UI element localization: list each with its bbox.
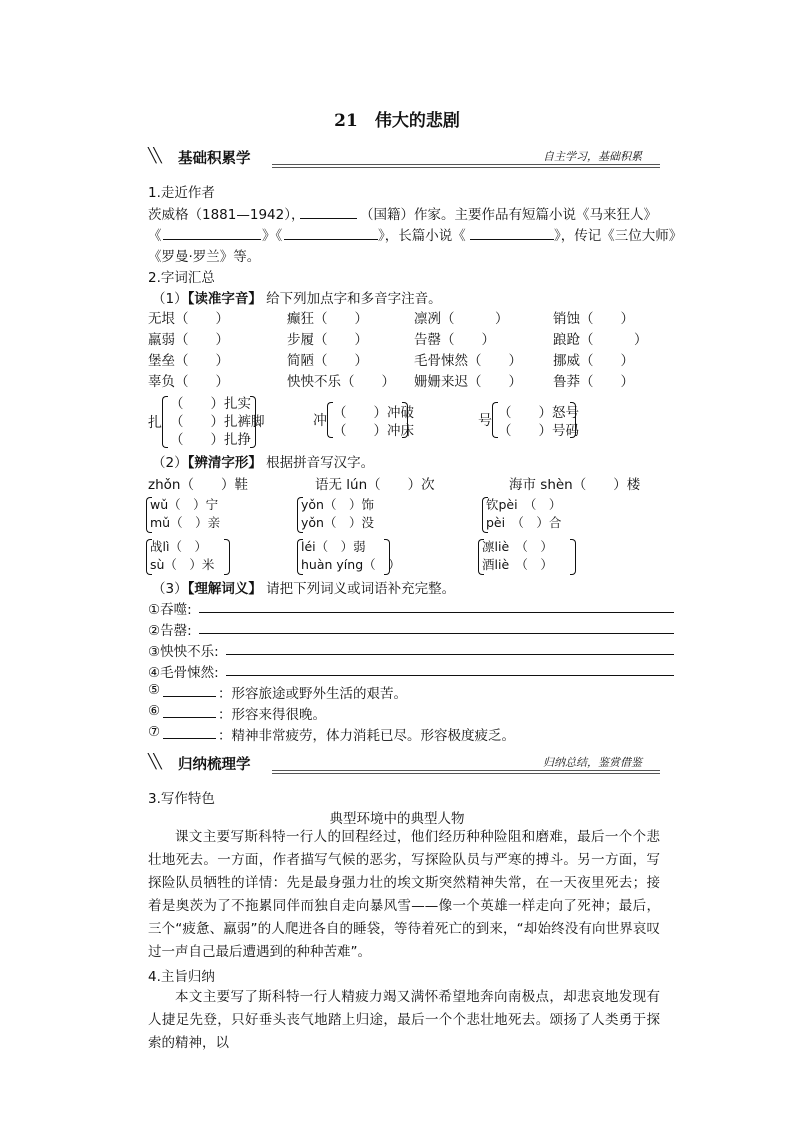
shape-item: yǒn（ ）饰 (301, 497, 374, 512)
slash-icon: ╲╲ (148, 148, 159, 164)
shape-item: 凛liè （ ） (482, 539, 553, 554)
def-text: ：形容旅途或野外生活的艰苦。 (218, 686, 407, 702)
section-tag: 自主学习，基础积累 (539, 148, 646, 164)
section-name: 基础积累学 (178, 151, 251, 167)
pron-cell: 步履（ ） (287, 332, 368, 348)
shape-item: 海市 shèn（ ）楼 (509, 477, 641, 493)
heading-author: 1.走近作者 (148, 185, 215, 201)
pron-cell: 简陋（ ） (287, 353, 368, 369)
shape-item: wǔ（ ）宁 (150, 497, 219, 512)
meaning-label: ②告罄: (148, 623, 192, 639)
pron-cell: 告罄（ ） (414, 332, 495, 348)
poly-char-zha: 扎 (148, 415, 162, 431)
q3-num: （3） (152, 581, 188, 597)
poly-item: （ ）怒号 (498, 405, 579, 421)
pron-cell: 羸弱（ ） (148, 332, 229, 348)
shape-item: huàn yíng（ ） (301, 557, 401, 572)
brace (570, 539, 576, 575)
meaning-label: ①吞噬: (148, 602, 192, 618)
writing-subtitle: 典型环境中的典型人物 (329, 811, 465, 827)
pron-cell: 踉跄（ ） (553, 332, 648, 348)
brace (250, 396, 256, 448)
shape-item: léi（ ）弱 (301, 539, 366, 554)
q3-tag: 【理解词义】 (187, 581, 262, 597)
section-name: 归纳梳理学 (178, 757, 251, 773)
q1-tag: 【读准字音】 (187, 291, 262, 307)
poly-item: （ ）冲破 (333, 405, 414, 421)
brace (384, 539, 390, 575)
shape-item: 酒liè （ ） (482, 557, 553, 572)
poly-item: （ ）号码 (498, 423, 579, 439)
q2-text: 根据拼音写汉字。 (266, 455, 375, 471)
author-line-1b: （国籍）作家。主要作品有短篇小说《马来狂人》 (360, 207, 657, 223)
q1-num: （1） (152, 291, 188, 307)
pron-cell: 姗姗来迟（ ） (414, 374, 522, 390)
theme-body: 本文主要写了斯科特一行人精疲力竭又满怀希望地奔向南极点，却悲哀地发现有人捷足先登，只好垂头丧气地踏上归途，最后一个个悲壮地死去。颂扬了人类勇于探索的精神，以 (148, 989, 660, 1051)
divider (272, 770, 660, 771)
poly-item: （ ）扎裤脚 (170, 414, 265, 430)
author-line-1a: 茨威格（1881—1942）， (148, 207, 305, 223)
divider (272, 167, 660, 168)
heading-theme: 4.主旨归纳 (148, 969, 215, 985)
page-title: 21 伟大的悲剧 (334, 111, 460, 131)
q3-text: 请把下列词义或词语补充完整。 (266, 581, 456, 597)
shape-item: zhǒn（ ）鞋 (148, 477, 248, 493)
poly-item: （ ）扎挣 (170, 432, 251, 448)
answer-line (199, 633, 674, 634)
section-band-basic (148, 146, 660, 168)
blank-line (163, 239, 261, 240)
blank-line (163, 717, 216, 718)
shape-item: mǔ（ ）亲 (150, 515, 221, 530)
def-text: ：精神非常疲劳，体力消耗已尽。形容极度疲乏。 (218, 728, 515, 744)
def-num: ⑦ (148, 724, 161, 740)
poly-item: （ ）扎实 (170, 396, 251, 412)
answer-line (226, 654, 674, 655)
blank-line (163, 696, 216, 697)
q1-instruction (152, 287, 442, 307)
brace (570, 402, 576, 438)
shape-item: sù（ ）米 (150, 557, 215, 572)
pron-cell: 堡垒（ ） (148, 353, 229, 369)
answer-line (199, 612, 674, 613)
blank-line (470, 239, 554, 240)
pron-cell: 鲁莽（ ） (553, 374, 634, 390)
pron-cell: 挪威（ ） (553, 353, 634, 369)
divider (272, 773, 660, 774)
shape-item: 语无 lún（ ）次 (315, 477, 435, 493)
heading-vocab: 2.字词汇总 (148, 270, 215, 286)
pron-cell: 销蚀（ ） (553, 311, 634, 327)
section-band-summary (148, 752, 660, 774)
def-num: ⑤ (148, 682, 161, 698)
pron-cell: 癫狂（ ） (287, 311, 368, 327)
author-line-2b: 》《 (262, 228, 283, 244)
pron-cell: 凛冽（ ） (414, 311, 509, 327)
q2-num: （2） (152, 455, 188, 471)
slash-icon: ╲╲ (148, 754, 159, 770)
blank-line (284, 239, 378, 240)
poly-char-chong: 冲 (313, 413, 327, 429)
pron-cell: 毛骨悚然（ ） (414, 353, 522, 369)
blank-line (300, 218, 357, 219)
author-line-2c: 》，长篇小说《 (378, 228, 466, 244)
shape-item: 战lì（ ） (150, 539, 207, 554)
heading-writing: 3.写作特色 (148, 791, 215, 807)
poly-item: （ ）冲床 (333, 423, 414, 439)
divider (272, 164, 660, 165)
brace (224, 539, 230, 575)
answer-line (226, 675, 674, 676)
q1-text: 给下列加点字和多音字注音。 (266, 291, 442, 307)
shape-item: yǒn（ ）没 (301, 515, 374, 530)
pron-cell: 辜负（ ） (148, 374, 229, 390)
pron-cell: 无垠（ ） (148, 311, 229, 327)
q2-tag: 【辨清字形】 (187, 455, 262, 471)
brace (162, 396, 168, 448)
shape-item: pèi （ ）合 (486, 515, 562, 530)
q3-instruction (152, 577, 455, 597)
section-tag: 归纳总结，鉴赏借鉴 (539, 754, 646, 770)
blank-line (163, 738, 216, 739)
meaning-label: ④毛骨悚然: (148, 665, 219, 681)
author-line-2a: 《 (148, 228, 162, 244)
poly-char-hao: 号 (478, 413, 492, 429)
def-text: ：形容来得很晚。 (218, 707, 326, 723)
shape-item: 钦pèi （ ） (486, 497, 562, 512)
author-line-3: 《罗曼·罗兰》等。 (148, 249, 261, 265)
meaning-label: ③怏怏不乐: (148, 644, 219, 660)
brace (402, 402, 408, 438)
q2-instruction (152, 451, 374, 471)
author-line-2d: 》，传记《三位大师》 (554, 228, 683, 244)
pron-cell: 怏怏不乐（ ） (287, 374, 395, 390)
def-num: ⑥ (148, 703, 161, 719)
writing-body: 课文主要写斯科特一行人的回程经过，他们经历种种险阻和磨难，最后一个个悲壮地死去。一方面，作者描写气候的恶劣，写探险队员与严寒的搏斗。另一方面，写探险队员牺牲的详情：先是最身强力壮的埃文斯突然精神失常，在一天夜里死去；接着是奥茨为了不拖累同伴而独自走向暴风雪——像一个英雄一样走向了死神；最后，三个“疲惫、羸弱”的人爬进各自的睡袋，等待着死亡的到来，“却始终没有向世界哀叹过一声自己最后遭遇到的种种苦难”。 (148, 829, 660, 960)
